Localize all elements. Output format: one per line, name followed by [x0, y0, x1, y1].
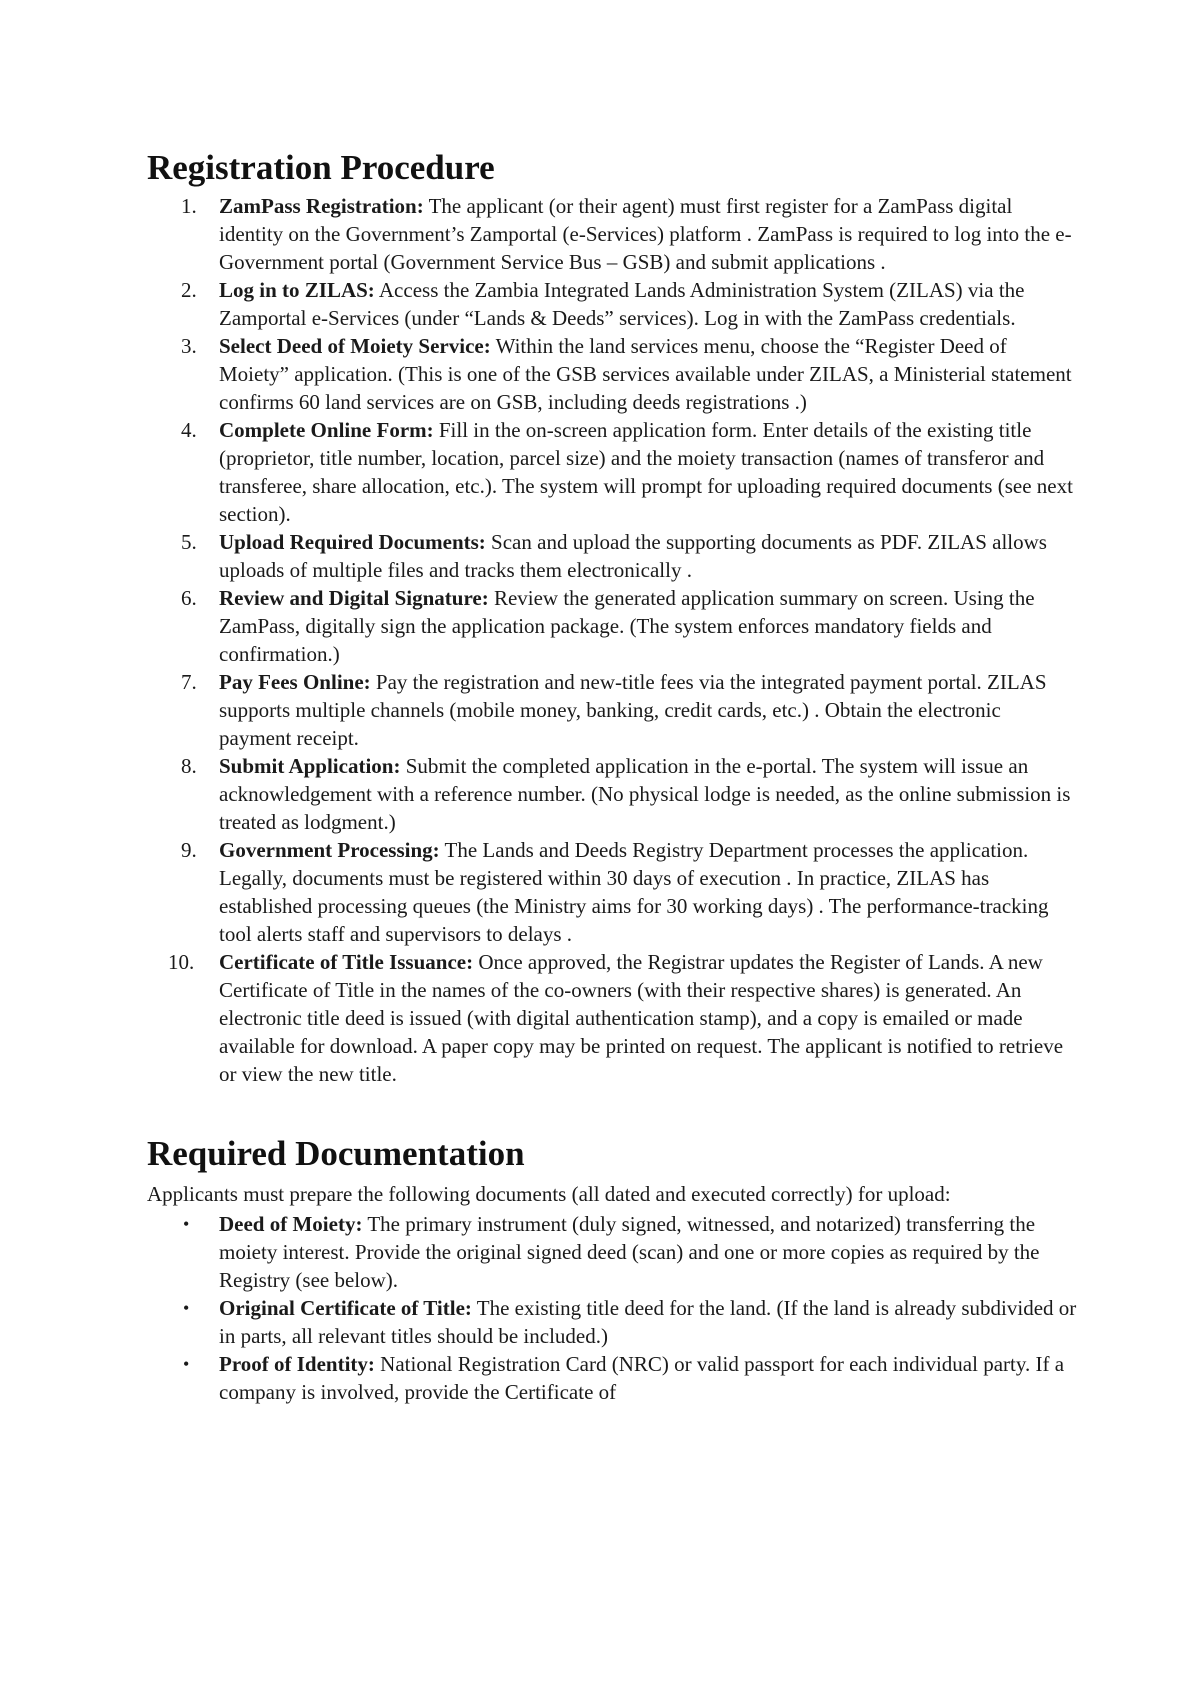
document-text: National Registration Card (NRC) or valid passport for each individual party. If a company is involved, provide the Certificate of — [219, 1352, 1065, 1404]
bullet-icon: • — [183, 1354, 190, 1374]
step-number: 5. — [181, 530, 197, 554]
list-item-step-8 — [147, 752, 1077, 836]
list-item-step-6 — [147, 584, 1077, 668]
step-term: Select Deed of Moiety Service: — [219, 334, 491, 358]
bullet-icon: • — [183, 1298, 190, 1318]
document-term: Proof of Identity: — [219, 1352, 375, 1376]
documentation-intro: Applicants must prepare the following documents (all dated and executed correctly) for upload: — [147, 1182, 951, 1206]
step-number: 7. — [181, 670, 197, 694]
step-number: 6. — [181, 586, 197, 610]
list-item-document — [147, 1294, 1077, 1350]
required-documents-list — [147, 1210, 1077, 1406]
step-text: Scan and upload the supporting documents as PDF. ZILAS allows uploads of multiple files and tracks them electronically . — [219, 530, 1047, 582]
step-number: 9. — [181, 838, 197, 862]
list-item-step-1 — [147, 192, 1077, 276]
step-term: Certificate of Title Issuance: — [219, 950, 474, 974]
step-text: The Lands and Deeds Registry Department processes the application. Legally, documents must be registered within 30 days of execution . In practice, ZILAS has established processing queues (the Ministry aims for 30 working days) . The performance-tracking tool alerts staff and supervisors to delays . — [219, 838, 1049, 946]
list-item-step-10 — [147, 948, 1077, 1088]
step-term: Review and Digital Signature: — [219, 586, 489, 610]
step-number: 1. — [181, 194, 197, 218]
step-text: Once approved, the Registrar updates the Register of Lands. A new Certificate of Title in the names of the co-owners (with their respective shares) is generated. An electronic title deed is issued (with digital authentication stamp), and a copy is emailed or made available for download. A paper copy may be printed on request. The applicant is notified to retrieve or view the new title. — [219, 950, 1064, 1086]
step-text: Fill in the on-screen application form. Enter details of the existing title (proprietor, title number, location, parcel size) and the moiety transaction (names of transferor and transferee, share allocation, etc.). The system will prompt for uploading required documents (see next section). — [219, 418, 1073, 526]
step-term: Upload Required Documents: — [219, 530, 486, 554]
section-heading-registration-procedure: Registration Procedure — [147, 148, 495, 187]
step-term: Government Processing: — [219, 838, 440, 862]
list-item-document — [147, 1350, 1077, 1406]
document-term: Original Certificate of Title: — [219, 1296, 472, 1320]
step-number: 8. — [181, 754, 197, 778]
step-text: Submit the completed application in the e-portal. The system will issue an acknowledgement with a reference number. (No physical lodge is needed, as the online submission is treated as lodgment.) — [219, 754, 1071, 834]
step-text: Review the generated application summary on screen. Using the ZamPass, digitally sign the application package. (The system enforces mandatory fields and confirmation.) — [219, 586, 1035, 666]
document-text: The primary instrument (duly signed, witnessed, and notarized) transferring the moiety interest. Provide the original signed deed (scan) and one or more copies as required by the Registry (see below). — [219, 1212, 1040, 1292]
step-text: Access the Zambia Integrated Lands Administration System (ZILAS) via the Zamportal e-Services (under “Lands & Deeds” services). Log in with the ZamPass credentials. — [219, 278, 1025, 330]
list-item-step-7 — [147, 668, 1077, 752]
section-heading-required-documentation: Required Documentation — [147, 1134, 525, 1173]
step-term: ZamPass Registration: — [219, 194, 424, 218]
registration-steps-list — [147, 192, 1077, 1088]
step-number: 4. — [181, 418, 197, 442]
bullet-icon: • — [183, 1214, 190, 1234]
step-text: The applicant (or their agent) must first register for a ZamPass digital identity on the Government’s Zamportal (e-Services) platform . ZamPass is required to log into the e-Government portal (Government Service Bus – GSB) and submit applications . — [219, 194, 1072, 274]
list-item-step-9 — [147, 836, 1077, 948]
list-item-step-4 — [147, 416, 1077, 528]
step-term: Pay Fees Online: — [219, 670, 371, 694]
step-term: Complete Online Form: — [219, 418, 434, 442]
step-term: Submit Application: — [219, 754, 401, 778]
step-number: 3. — [181, 334, 197, 358]
step-number: 2. — [181, 278, 197, 302]
step-text: Within the land services menu, choose the “Register Deed of Moiety” application. (This is one of the GSB services available under ZILAS, a Ministerial statement confirms 60 land services are on GSB, including deeds registrations .) — [219, 334, 1072, 414]
list-item-step-5 — [147, 528, 1077, 584]
list-item-document — [147, 1210, 1077, 1294]
step-term: Log in to ZILAS: — [219, 278, 375, 302]
document-text: The existing title deed for the land. (If the land is already subdivided or in parts, all relevant titles should be included.) — [219, 1296, 1077, 1348]
step-text: Pay the registration and new-title fees via the integrated payment portal. ZILAS supports multiple channels (mobile money, banking, credit cards, etc.) . Obtain the electronic payment receipt. — [219, 670, 1047, 750]
list-item-step-2 — [147, 276, 1077, 332]
step-number: 10. — [168, 950, 195, 974]
document-term: Deed of Moiety: — [219, 1212, 363, 1236]
list-item-step-3 — [147, 332, 1077, 416]
document-page — [147, 146, 1077, 1406]
